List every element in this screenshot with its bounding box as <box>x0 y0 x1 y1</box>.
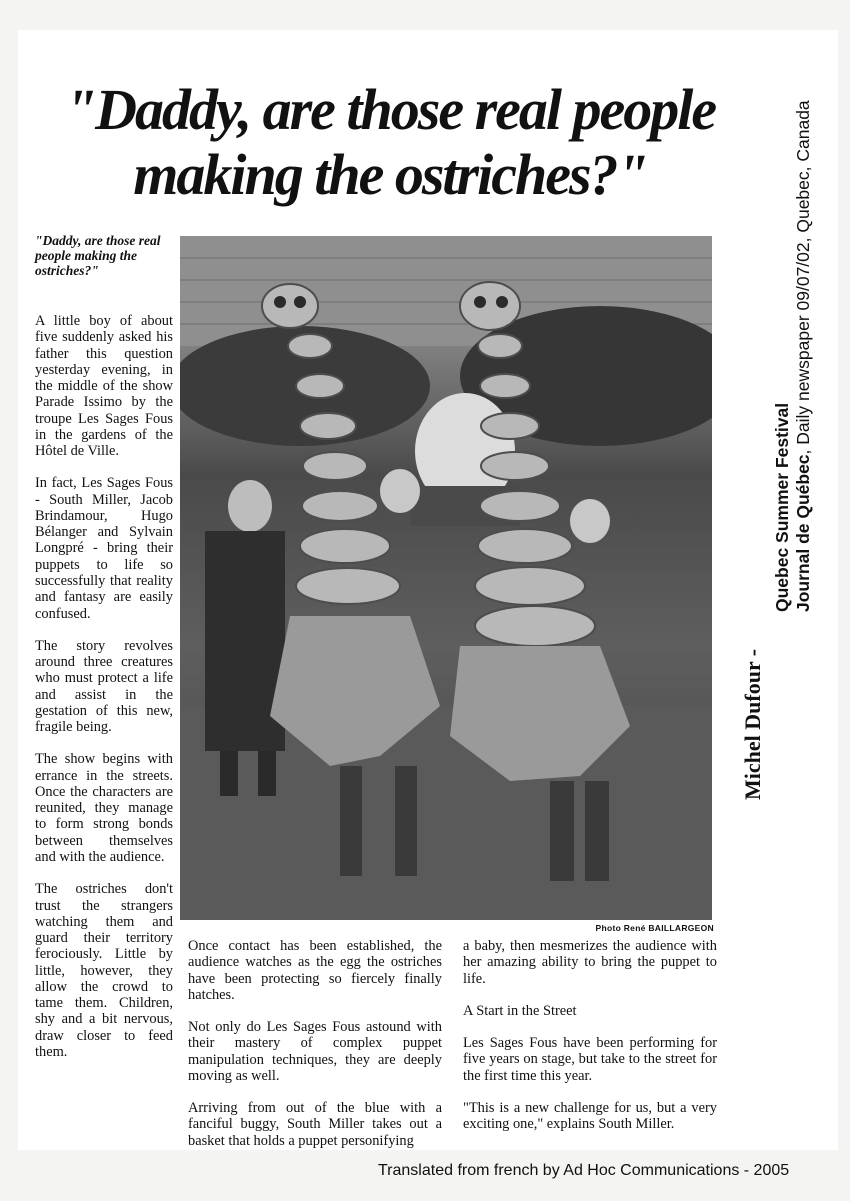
source-citation <box>772 100 814 612</box>
paragraph: The story revolves around three creatures who must protect a life and assist in the gestation of this new, fragile being. <box>35 637 173 736</box>
source-publication <box>793 100 814 612</box>
paragraph: A little boy of about five suddenly asked his father this question yesterday evening, in the middle of the show Parade Issimo by the troupe Les Sages Fous in the gardens of the Hôtel de Ville. <box>35 313 173 460</box>
headline <box>30 78 750 208</box>
paragraph: Once contact has been established, the audience watches as the egg the ostriches have been protecting so fiercely finally hatches. <box>188 938 442 1003</box>
translation-footer: Translated from french by Ad Hoc Communications - 2005 <box>378 1162 790 1179</box>
paragraph: a baby, then mesmerizes the audience with her amazing ability to bring the puppet to life. <box>463 938 717 987</box>
paragraph: In fact, Les Sages Fous - South Miller, Jacob Brindamour, Hugo Bélanger and Sylvain Longpré - bring their puppets to life so successfully that reality and fantasy are easily confused. <box>35 475 173 622</box>
byline: Michel Dufour - <box>740 648 765 800</box>
lede: "Daddy, are those real people making the ostriches?" <box>35 233 161 279</box>
paragraph: The show begins with errance in the streets. Once the characters are reunited, they manage to form strong bonds between themselves and with the audience. <box>35 751 173 865</box>
paragraph: "This is a new challenge for us, but a very exciting one," explains South Miller. <box>463 1099 717 1133</box>
subheading: A Start in the Street <box>463 1002 577 1019</box>
article-column-left <box>35 313 173 1076</box>
article-column-middle <box>188 938 442 1165</box>
photo-illustration <box>180 236 712 920</box>
source-newspaper-name: Journal de Québec <box>793 454 813 612</box>
paragraph: Not only do Les Sages Fous astound with their mastery of complex puppet manipulation techniques, they are deeply moving as well. <box>188 1019 442 1084</box>
headline-line-1: "Daddy, are those real people <box>64 77 716 142</box>
article-column-right <box>463 938 717 1148</box>
paragraph: Arriving from out of the blue with a fanciful buggy, South Miller takes out a basket that holds a puppet personifying <box>188 1100 442 1149</box>
paragraph: The ostriches don't trust the strangers watching them and guard their territory ferociously. Little by little, however, they allow the crowd to tame them. Children, shy and a bit nervous, draw closer to feed them. <box>35 881 173 1060</box>
headline-line-2: making the ostriches?" <box>133 141 647 207</box>
paragraph: Les Sages Fous have been performing for five years on stage, but take to the street for the first time this year. <box>463 1035 717 1084</box>
photo-credit: Photo René BAILLARGEON <box>595 923 714 933</box>
source-date-location: , Daily newspaper 09/07/02, Quebec, Canada <box>793 100 813 455</box>
ostrich-puppets-photo <box>180 236 712 920</box>
source-festival: Quebec Summer Festival <box>772 402 792 612</box>
